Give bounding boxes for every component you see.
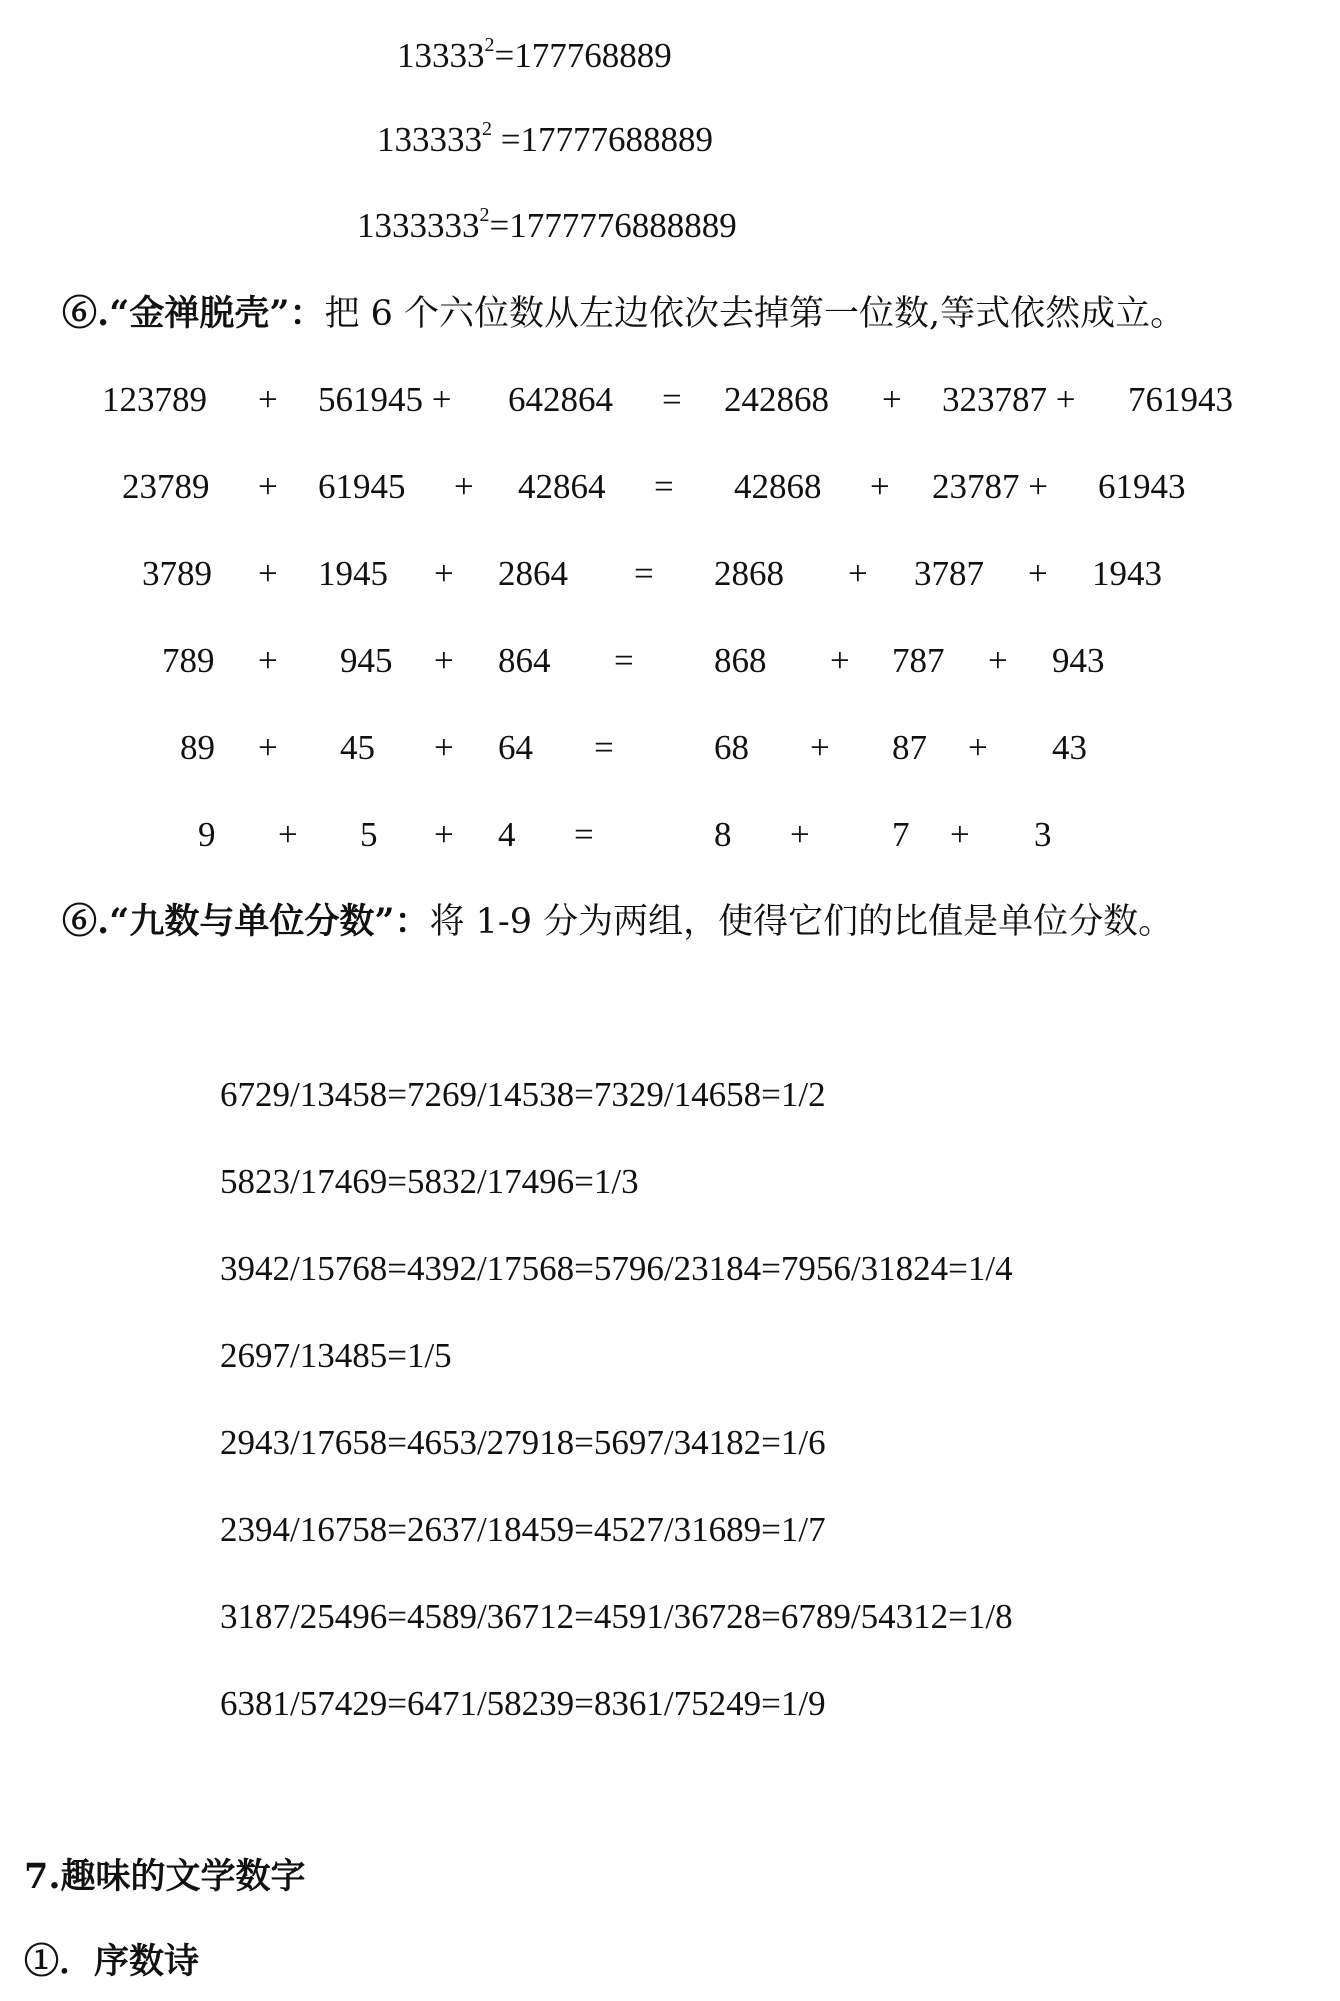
section-text: 把 6 个六位数从左边依次去掉第一位数,等式依然成立。 [324, 294, 1186, 334]
section-title: “金禅脱壳” [109, 293, 290, 334]
eq-term-f: 761943 [1128, 380, 1233, 419]
fraction-line-6: 2394/16758=2637/18459=4527/31689=1/7 [220, 1510, 826, 1549]
eq-equals: = [634, 554, 654, 593]
eq-term-d: 242868 [724, 380, 829, 419]
square-base: 1333333 [357, 206, 480, 245]
eq-term-e: 87 [892, 728, 927, 767]
eq-term-d: 68 [714, 728, 749, 767]
eq-term-c: 64 [498, 728, 533, 767]
section-heading-jinchan [62, 293, 1186, 334]
eq-term-f: 3 [1034, 815, 1052, 854]
square-exponent: 2 [482, 118, 492, 140]
eq-op-2: + [434, 728, 454, 767]
eq-op-4: + [968, 728, 988, 767]
eq-op-1: + [258, 728, 278, 767]
eq-term-a: 3789 [142, 554, 212, 593]
eq-term-c: 42864 [518, 467, 606, 506]
eq-op-1: + [278, 815, 298, 854]
eq-op-4: + [950, 815, 970, 854]
eq-op-3: + [830, 641, 850, 680]
equation-row-6 [0, 817, 1340, 857]
square-line-2 [377, 118, 713, 159]
eq-op-3: + [810, 728, 830, 767]
eq-term-e: 3787 [914, 554, 984, 593]
eq-term-c: 2864 [498, 554, 568, 593]
eq-op-1: + [258, 380, 278, 419]
square-result: =17777688889 [492, 120, 713, 159]
eq-term-c: 4 [498, 815, 516, 854]
eq-term-a: 789 [162, 641, 215, 680]
fraction-line-2: 5823/17469=5832/17496=1/3 [220, 1162, 639, 1201]
eq-term-f: 1943 [1092, 554, 1162, 593]
section-text: 将 1-9 分为两组，使得它们的比值是单位分数。 [429, 902, 1174, 942]
eq-term-b: 561945 + [318, 380, 452, 419]
fraction-line-4: 2697/13485=1/5 [220, 1336, 452, 1375]
eq-op-4: + [1028, 554, 1048, 593]
square-result: =177768889 [494, 36, 672, 75]
square-base: 13333 [397, 36, 485, 75]
eq-op-2: + [434, 554, 454, 593]
eq-term-a: 89 [180, 728, 215, 767]
fraction-line-8: 6381/57429=6471/58239=8361/75249=1/9 [220, 1684, 826, 1723]
eq-term-e: 7 [892, 815, 910, 854]
fraction-line-5: 2943/17658=4653/27918=5697/34182=1/6 [220, 1423, 826, 1462]
square-line-3 [357, 204, 737, 245]
eq-term-d: 868 [714, 641, 767, 680]
section-colon: ： [394, 901, 430, 942]
section-heading-jiushu [62, 901, 1174, 942]
eq-term-f: 43 [1052, 728, 1087, 767]
square-result: =1777776888889 [489, 206, 737, 245]
eq-term-a: 23789 [122, 467, 210, 506]
eq-equals: = [574, 815, 594, 854]
eq-term-e: 23787 + [932, 467, 1048, 506]
eq-op-3: + [870, 467, 890, 506]
section-colon: ： [289, 293, 325, 334]
eq-op-3: + [848, 554, 868, 593]
eq-op-2: + [454, 467, 474, 506]
square-exponent: 2 [479, 204, 490, 226]
eq-term-b: 1945 [318, 554, 388, 593]
section-marker: ⑥. [62, 901, 110, 942]
eq-term-b: 45 [340, 728, 375, 767]
eq-op-2: + [434, 815, 454, 854]
eq-equals: = [662, 380, 682, 419]
equation-row-3 [0, 556, 1340, 596]
eq-term-b: 945 [340, 641, 393, 680]
eq-term-d: 8 [714, 815, 732, 854]
eq-op-1: + [258, 467, 278, 506]
square-exponent: 2 [484, 34, 495, 56]
eq-op-2: + [434, 641, 454, 680]
eq-term-f: 943 [1052, 641, 1105, 680]
eq-equals: = [654, 467, 674, 506]
section-7-title: 7.趣味的文学数字 [24, 1856, 306, 1897]
equation-row-4 [0, 643, 1340, 683]
eq-op-4: + [988, 641, 1008, 680]
eq-equals: = [614, 641, 634, 680]
eq-op-3: + [882, 380, 902, 419]
eq-op-1: + [258, 641, 278, 680]
fraction-line-3: 3942/15768=4392/17568=5796/23184=7956/31824=1/4 [220, 1249, 1013, 1288]
section-title: “九数与单位分数” [109, 901, 395, 942]
square-base: 133333 [377, 120, 482, 159]
eq-term-b: 5 [360, 815, 378, 854]
eq-term-c: 864 [498, 641, 551, 680]
eq-op-1: + [258, 554, 278, 593]
square-line-1 [397, 34, 672, 75]
eq-equals: = [594, 728, 614, 767]
eq-term-f: 61943 [1098, 467, 1186, 506]
section-marker: ⑥. [62, 293, 110, 334]
eq-term-a: 123789 [102, 380, 207, 419]
eq-op-3: + [790, 815, 810, 854]
equation-row-5 [0, 730, 1340, 770]
eq-term-d: 42868 [734, 467, 822, 506]
fraction-line-1: 6729/13458=7269/14538=7329/14658=1/2 [220, 1075, 826, 1114]
eq-term-a: 9 [198, 815, 216, 854]
equation-row-1 [0, 382, 1340, 422]
eq-term-c: 642864 [508, 380, 613, 419]
subsection-1-title: ①．序数诗 [24, 1941, 200, 1982]
fraction-line-7: 3187/25496=4589/36712=4591/36728=6789/54312=1/8 [220, 1597, 1013, 1636]
equation-row-2 [0, 469, 1340, 509]
eq-term-e: 787 [892, 641, 945, 680]
eq-term-b: 61945 [318, 467, 406, 506]
eq-term-d: 2868 [714, 554, 784, 593]
eq-term-e: 323787 + [942, 380, 1076, 419]
